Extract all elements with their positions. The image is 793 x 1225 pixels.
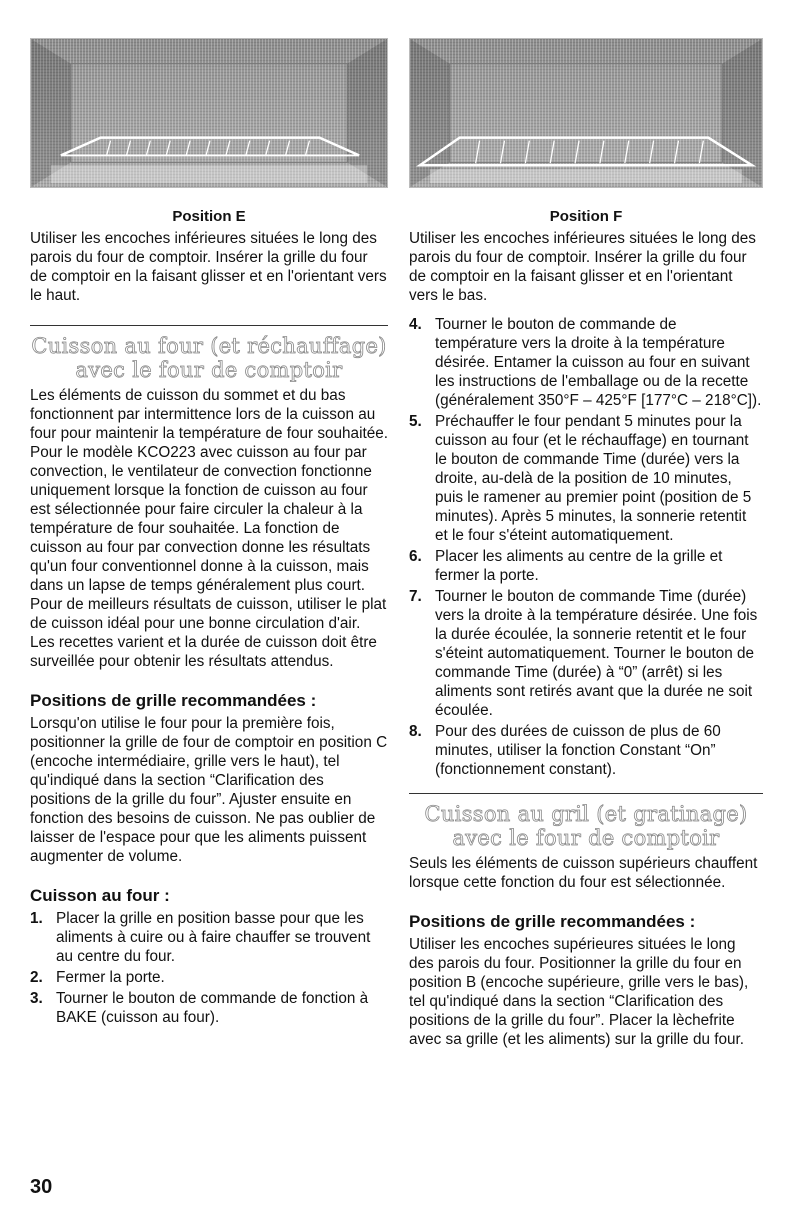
step-text: Placer la grille en position basse pour que les aliments à cuire ou à faire chauffer se trouvent au centre du four.	[56, 910, 371, 965]
rack-positions-text: Lorsqu'on utilise le four pour la première fois, positionner la grille de four de comptoir en position C (encoche intermédiaire, grille vers le haut), tel qu'indiqué dans la section “Clarification des positions de la grille du four”. Ajuster ensuite en fonction des besoins de cuisson. Ne pas oublier de laisser de l'espace pour que les aliments puissent augmenter de volume.	[30, 715, 388, 865]
page-number: 30	[30, 1176, 53, 1198]
step-number: 4.	[409, 316, 422, 333]
step-text: Tourner le bouton de commande de fonction à BAKE (cuisson au four).	[56, 990, 369, 1026]
oven-rack-position-e-image	[30, 38, 388, 188]
position-f-text: Utiliser les encoches inférieures situées le long des parois du four de comptoir. Insérer la grille du four de comptoir en la faisant glisser et en l'orientant vers le bas.	[409, 230, 756, 304]
step-number: 5.	[409, 413, 422, 430]
position-f-caption: Position F	[549, 208, 623, 225]
rack-positions-heading: Positions de grille recommandées :	[30, 691, 317, 710]
step-text: Pour des durées de cuisson de plus de 60 minutes, utiliser la fonction Constant “On” (fonctionnement constant).	[435, 723, 721, 778]
list-item	[409, 587, 763, 720]
step-number: 6.	[409, 548, 422, 565]
step-number: 7.	[409, 588, 422, 605]
list-item	[409, 412, 763, 545]
baking-section-text: Les éléments de cuisson du sommet et du bas fonctionnent par intermittence lors de la cuisson au four pour maintenir la température de four souhaitée. Pour le modèle KCO223 avec cuisson au four par convection, le ventilateur de convection fonctionne uniquement lorsque la fonction de cuisson au four est sélectionnée pour faire circuler la chaleur à la température de four souhaitée. La fonction de cuisson au four par convection donne les résultats qu'un four conventionnel donne à la cuisson, mais dans un lapse de temps généralement plus court. Pour de meilleurs résultats de cuisson, utiliser le plat de cuisson idéal pour une bonne circulation d'air. Les recettes varient et la durée de cuisson doit être surveillée pour obtenir les résultats attendus.	[30, 387, 388, 670]
list-item	[409, 547, 763, 585]
baking-section-title: Cuisson au four (et réchauffage) avec le four de comptoir	[31, 334, 387, 382]
list-item	[30, 968, 388, 987]
position-e-text: Utiliser les encoches inférieures situées le long des parois du four de comptoir. Insérer la grille du four de comptoir en la faisant glisser et en l'orientant vers le haut.	[30, 230, 387, 304]
step-number: 8.	[409, 723, 422, 740]
step-text: Tourner le bouton de commande de température vers la droite à la température désirée. Entamer la cuisson au four en suivant les instructions de l'emballage ou de la recette (généralement 350°F – 425°F [177°C – 218°C]).	[435, 316, 762, 409]
broiling-section-text: Seuls les éléments de cuisson supérieurs chauffent lorsque cette fonction du four est sélectionnée.	[409, 855, 758, 891]
rack-positions-text: Utiliser les encoches supérieures situées le long des parois du four. Positionner la grille du four en position B (encoche supérieure, grille vers le bas), tel qu'indiqué dans la section “Clarification des positions de la grille du four”. Placer la lèchefrite avec sa grille (et les aliments) sur la grille du four.	[409, 936, 749, 1048]
rack-positions-heading: Positions de grille recommandées :	[409, 912, 696, 931]
oven-rack-position-f-image	[409, 38, 763, 188]
step-number: 1.	[30, 910, 43, 927]
step-number: 3.	[30, 990, 43, 1007]
list-item	[30, 909, 388, 966]
step-text: Préchauffer le four pendant 5 minutes pour la cuisson au four (et le réchauffage) en tournant le bouton de commande Time (durée) vers la droite, au-delà de la position de 10 minutes, puis le ramener au premier point (position de 5 minutes). Après 5 minutes, la sonnerie retentit et le four s'éteint automatiquement.	[435, 413, 752, 544]
step-number: 2.	[30, 969, 43, 986]
section-divider	[409, 793, 763, 794]
position-e-caption: Position E	[172, 208, 246, 225]
broiling-section-title: Cuisson au gril (et gratinage) avec le four de comptoir	[424, 802, 748, 850]
list-item	[30, 989, 388, 1027]
step-text: Placer les aliments au centre de la grille et fermer la porte.	[435, 548, 723, 584]
section-divider	[30, 325, 388, 326]
list-item	[409, 722, 763, 779]
left-column	[30, 38, 388, 1029]
step-text: Fermer la porte.	[56, 969, 165, 986]
bake-heading: Cuisson au four :	[30, 886, 170, 905]
list-item	[409, 315, 763, 410]
right-column	[409, 38, 763, 1049]
step-text: Tourner le bouton de commande Time (durée) vers la droite à la température désirée. Une fois la durée écoulée, la sonnerie retentit et le four s'éteint automatiquement. Tourner le bouton de commande Time (durée) à “0” (arrêt) si les aliments sont retirés avant que la durée ne soit écoulée.	[435, 588, 758, 719]
bake-steps-list-continued	[409, 315, 763, 779]
bake-steps-list	[30, 909, 388, 1027]
